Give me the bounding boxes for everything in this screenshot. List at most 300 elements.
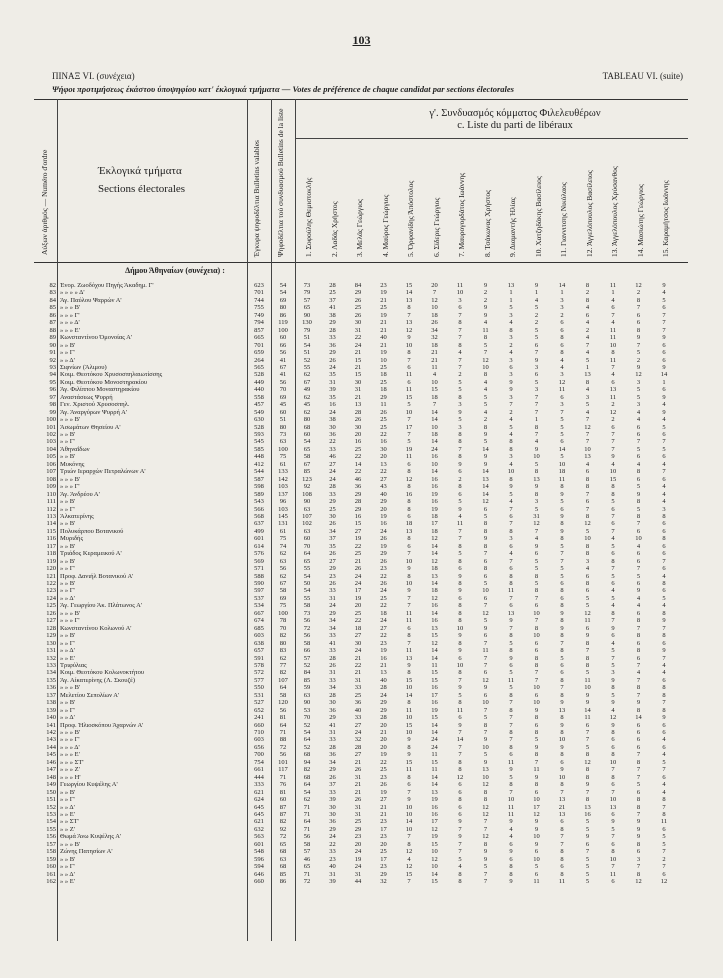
table-cell: 7 [483,602,488,610]
table-cell: 7 [611,363,615,371]
table-cell: 9 [560,512,564,520]
table-cell: 11 [584,617,591,625]
table-cell: 6 [662,639,666,647]
table-cell: 9 [534,706,539,714]
table-cell: 5 [407,438,411,446]
table-cell: 7 [509,699,513,707]
table-cell: 15 [405,721,413,729]
table-cell: 29 [329,498,336,506]
table-cell: 68 [303,751,311,759]
table-cell: 5 [585,356,590,364]
table-cell: 6 [662,676,666,684]
table-cell: 444 [254,773,264,781]
table-cell: 7 [534,676,539,684]
table-cell: 5 [636,445,641,453]
table-cell: 6 [534,848,539,856]
table-cell: 6 [483,505,488,513]
table-cell: 8 [662,632,666,640]
row-number: 137 [46,691,56,699]
table-cell: 31 [533,512,540,520]
row-number: 131 [46,647,56,655]
table-cell: 8 [611,684,615,692]
table-cell: 11 [558,878,566,885]
valid-ballots-header: Έγκυρα ψηφοδέλτια Bulletins valables [252,140,261,257]
row-number: 156 [46,833,56,841]
table-cell: 449 [254,378,264,386]
table-cell: 36 [329,431,336,438]
table-cell: 5 [611,498,615,506]
table-cell: 50 [303,580,311,587]
table-cell: 90 [303,699,311,707]
table-cell: 7 [458,326,462,334]
table-cell: 5 [662,594,666,602]
table-cell: 19 [431,490,438,498]
table-cell: 8 [407,498,411,506]
table-cell: 63 [303,505,311,513]
row-number: 96 [49,386,56,394]
table-cell: 31 [354,676,362,684]
table-cell: 6 [611,781,615,789]
table-cell: 5 [611,542,615,550]
table-cell: 6 [636,550,641,558]
table-cell: 8 [407,840,411,848]
table-cell: 7 [636,565,641,573]
table-cell: 26 [354,416,362,424]
table-cell: 41 [329,304,336,312]
table-cell: 3 [458,296,462,304]
table-cell: 8 [560,632,564,640]
table-cell: 6 [585,572,590,580]
table-cell: 7 [585,647,590,655]
table-cell: 2 [458,475,462,483]
table-cell: 25 [380,304,387,312]
table-cell: 14 [558,282,566,289]
table-cell: 10 [584,684,591,692]
table-cell: 6 [534,550,539,558]
table-cell: 10 [584,535,591,543]
table-cell: 100 [278,609,288,617]
table-cell: 8 [407,572,411,580]
table-cell: 6 [483,669,488,677]
table-cell: 3 [534,386,539,394]
table-cell: 7 [458,743,462,751]
table-cell: 1 [534,289,539,297]
table-cell: 26 [380,580,387,587]
table-cell: 41 [329,721,336,729]
table-cell: 632 [254,825,264,833]
table-cell: 58 [279,691,287,699]
table-cell: 6 [585,721,590,729]
table-cell: 6 [458,810,462,818]
table-cell: 11 [431,661,438,669]
table-cell: 4 [585,304,590,312]
table-cell: 8 [662,535,666,543]
table-cell: 6 [483,632,488,640]
table-cell: 7 [509,714,513,722]
table-cell: 4 [662,483,666,491]
row-number: 113 [46,512,56,520]
table-cell: 10 [456,624,464,632]
table-cell: 588 [254,572,264,580]
table-cell: 710 [254,729,264,736]
table-cell: 8 [509,781,513,789]
table-cell: 8 [636,512,641,520]
table-cell: 7 [636,520,641,528]
table-cell: 9 [585,833,590,841]
table-cell: 8 [662,512,666,520]
table-cell: 101 [278,758,288,766]
table-cell: 6 [458,565,462,573]
table-cell: 6 [458,490,462,498]
table-cell: 8 [636,706,641,714]
table-cell: 601 [254,535,264,543]
table-cell: 52 [303,356,311,364]
table-cell: 5 [585,818,590,826]
table-cell: 20 [380,505,387,513]
table-cell: 9 [509,766,513,774]
table-cell: 8 [636,803,641,811]
table-cell: 6 [560,661,564,669]
table-cell: 528 [254,371,264,379]
table-cell: 7 [534,349,539,357]
table-cell: 8 [636,498,641,506]
table-cell: 8 [458,766,462,774]
table-cell: 9 [662,363,666,371]
section-label: » » » Ε' [60,751,80,759]
table-cell: 40 [380,676,387,684]
table-cell: 7 [458,527,462,535]
table-cell: 21 [354,654,362,662]
table-cell: 12 [431,825,438,833]
table-cell: 7 [509,594,513,602]
table-cell: 19 [380,542,387,550]
row-number: 110 [46,490,56,498]
table-cell: 4 [483,378,488,386]
section-label: » » Γ' [60,587,75,595]
table-cell: 8 [534,781,539,789]
table-cell: 20 [380,721,387,729]
table-cell: 6 [585,624,590,632]
table-cell: 8 [483,334,488,342]
table-cell: 22 [354,468,362,476]
table-cell: 590 [254,580,264,587]
table-cell: 36 [329,706,336,714]
table-cell: 5 [483,438,488,446]
table-cell: 9 [636,363,641,371]
table-cell: 7 [585,341,590,349]
table-cell: 4 [662,669,666,677]
table-cell: 8 [560,714,564,722]
table-cell: 17 [431,818,438,826]
table-cell: 8 [662,706,666,714]
table-cell: 8 [483,796,488,804]
row-number: 154 [46,818,56,826]
table-cell: 9 [611,624,615,632]
table-cell: 565 [254,363,264,371]
table-cell: 10 [431,848,438,856]
section-label: » » » Β' [60,304,81,312]
table-cell: 7 [458,848,462,856]
table-cell: 84 [303,669,311,677]
table-cell: 241 [254,714,264,722]
table-cell: 37 [329,535,336,543]
table-cell: 11 [609,356,617,364]
table-cell: 6 [662,386,666,394]
table-cell: 27 [329,460,336,468]
table-cell: 621 [254,788,264,796]
candidate-header: 1. Σοφούλης Θεμιστοκλής [304,177,313,257]
table-cell: 8 [585,639,590,647]
table-cell: 2 [458,371,462,379]
table-cell: 9 [509,878,513,885]
table-cell: 591 [254,654,264,662]
table-cell: 8 [458,758,462,766]
table-cell: 23 [329,572,336,580]
table-cell: 563 [254,833,264,841]
table-cell: 4 [636,669,641,677]
table-cell: 26 [329,550,336,558]
table-cell: 18 [431,527,438,535]
table-cell: 8 [458,580,462,587]
table-cell: 11 [507,758,515,766]
table-cell: 24 [380,527,387,535]
table-cell: 24 [329,468,336,476]
table-cell: 7 [662,557,666,565]
table-cell: 30 [329,512,336,520]
table-cell: 5 [483,393,488,401]
table-cell: 9 [611,699,615,707]
table-cell: 8 [534,751,539,759]
table-cell: 4 [662,572,666,580]
table-cell: 24 [431,743,438,751]
row-number: 161 [46,870,56,878]
table-cell: 35 [329,371,336,379]
table-cell: 6 [636,639,641,647]
table-cell: 4 [560,356,564,364]
table-cell: 8 [560,647,564,655]
table-cell: 29 [380,498,387,506]
table-cell: 8 [509,863,513,871]
table-cell: 8 [636,632,641,640]
table-cell: 21 [354,669,362,677]
table-cell: 65 [303,445,311,453]
table-cell: 3 [636,855,641,863]
table-cell: 7 [611,565,615,573]
table-cell: 8 [458,699,462,707]
table-cell: 38 [329,416,336,424]
table-cell: 8 [534,572,539,580]
table-cell: 7 [483,825,488,833]
table-cell: 142 [278,475,288,483]
table-cell: 57 [303,654,311,662]
table-cell: 2 [585,326,590,334]
section-label: Άθηναΐδων [60,445,90,453]
table-cell: 6 [407,624,411,632]
table-cell: 21 [354,781,362,789]
row-number: 84 [49,296,56,304]
table-cell: 6 [407,781,411,789]
table-cell: 36 [329,818,336,826]
table-cell: 3 [509,371,513,379]
table-cell: 14 [558,445,566,453]
table-cell: 9 [458,587,462,595]
table-cell: 6 [560,438,564,446]
table-cell: 11 [482,647,489,655]
section-label: » » Β' [60,855,76,863]
table-cell: 14 [431,654,438,662]
row-number: 125 [46,602,56,610]
table-cell: 9 [534,825,539,833]
table-cell: 9 [483,624,488,632]
row-number: 123 [46,587,56,595]
table-cell: 41 [279,356,287,364]
table-cell: 10 [405,408,413,416]
table-cell: 9 [611,818,615,826]
section-label: » » » Β' [60,729,81,736]
table-cell: 5 [483,401,488,409]
table-cell: 29 [329,825,336,833]
table-cell: 12 [609,714,617,722]
table-cell: 7 [611,766,615,774]
table-cell: 92 [303,483,311,491]
table-cell: 21 [354,758,362,766]
table-cell: 8 [509,445,513,453]
table-cell: 589 [254,490,264,498]
table-cell: 9 [534,542,539,550]
row-number: 82 [49,282,56,289]
table-cell: 5 [662,445,666,453]
row-number: 118 [46,550,56,558]
table-cell: 9 [662,714,666,722]
table-cell: 14 [431,438,438,446]
table-cell: 6 [611,423,615,431]
table-cell: 22 [329,438,336,446]
table-cell: 6 [662,453,666,461]
table-cell: 21 [558,803,566,811]
table-cell: 1 [611,289,615,297]
candidate-header: 3. Μελάς Γεώργιος [355,199,364,257]
table-cell: 8 [636,796,641,804]
table-cell: 7 [458,334,462,342]
table-cell: 19 [380,647,387,655]
table-cell: 137 [278,490,288,498]
table-cell: 19 [431,706,438,714]
table-cell: 7 [483,661,488,669]
table-cell: 64 [303,736,311,744]
table-cell: 25 [380,416,387,424]
table-cell: 6 [560,393,564,401]
table-cell: 58 [279,587,287,595]
table-cell: 4 [585,334,590,342]
table-cell: 7 [611,833,615,841]
table-cell: 11 [456,282,464,289]
table-cell: 13 [584,803,591,811]
table-cell: 18 [431,341,438,349]
table-cell: 33 [329,490,336,498]
table-cell: 64 [303,550,311,558]
table-cell: 5 [560,498,564,506]
table-cell: 10 [405,825,413,833]
section-label: Γεν. Χριστού Χρυσοσπηλ. [60,401,130,409]
row-number: 105 [46,453,56,461]
table-cell: 28 [354,498,362,506]
table-cell: 8 [560,483,564,491]
section-label: » » Β' [60,520,76,528]
table-cell: 24 [380,617,387,625]
section-label: » » Ε' [60,810,75,818]
table-cell: 13 [584,453,591,461]
table-cell: 4 [611,639,615,647]
table-cell: 62 [303,393,311,401]
table-cell: 14 [482,445,489,453]
table-cell: 2 [636,356,641,364]
table-cell: 18 [354,624,362,632]
table-cell: 82 [279,632,287,640]
table-cell: 30 [329,699,336,707]
table-cell: 4 [611,460,615,468]
table-cell: 457 [254,401,264,409]
table-cell: 8 [509,475,513,483]
row-number: 143 [46,736,56,744]
table-cell: 72 [279,833,287,841]
table-cell: 12 [533,520,540,528]
table-cell: 6 [662,527,666,535]
table-cell: 64 [279,684,287,692]
table-cell: 7 [636,661,641,669]
table-cell: 5 [585,878,590,885]
table-cell: 16 [431,617,438,625]
table-cell: 90 [303,311,311,319]
row-number: 150 [46,788,56,796]
table-cell: 34 [431,326,438,334]
table-cell: 10 [405,810,413,818]
table-cell: 63 [279,557,287,565]
table-cell: 7 [585,505,590,513]
table-cell: 13 [558,706,566,714]
table-cell: 8 [458,617,462,625]
table-cell: 2 [509,408,513,416]
table-cell: 16 [431,475,438,483]
section-label: » » ΣΤ' [60,818,79,826]
table-cell: 5 [662,758,666,766]
table-cell: 21 [354,393,362,401]
table-cell: 9 [636,490,641,498]
table-cell: 10 [533,684,540,692]
section-label: » » Ε' [60,878,75,885]
table-cell: 7 [662,699,666,707]
table-cell: 2 [611,401,615,409]
table-cell: 3 [636,401,641,409]
table-cell: 6 [407,460,411,468]
table-cell: 24 [380,691,387,699]
table-cell: 18 [380,386,387,394]
table-cell: 11 [584,676,591,684]
table-cell: 6 [407,542,411,550]
table-cell: 6 [458,788,462,796]
table-cell: 6 [662,431,666,438]
row-number: 145 [46,751,56,759]
table-cell: 18 [380,609,387,617]
table-cell: 58 [303,602,311,610]
table-cell: 24 [431,445,438,453]
table-cell: 8 [560,855,564,863]
table-cell: 8 [662,796,666,804]
table-cell: 5 [483,863,488,871]
table-cell: 7 [509,736,513,744]
table-cell: 6 [509,855,513,863]
table-cell: 264 [254,356,264,364]
table-cell: 26 [380,781,387,789]
